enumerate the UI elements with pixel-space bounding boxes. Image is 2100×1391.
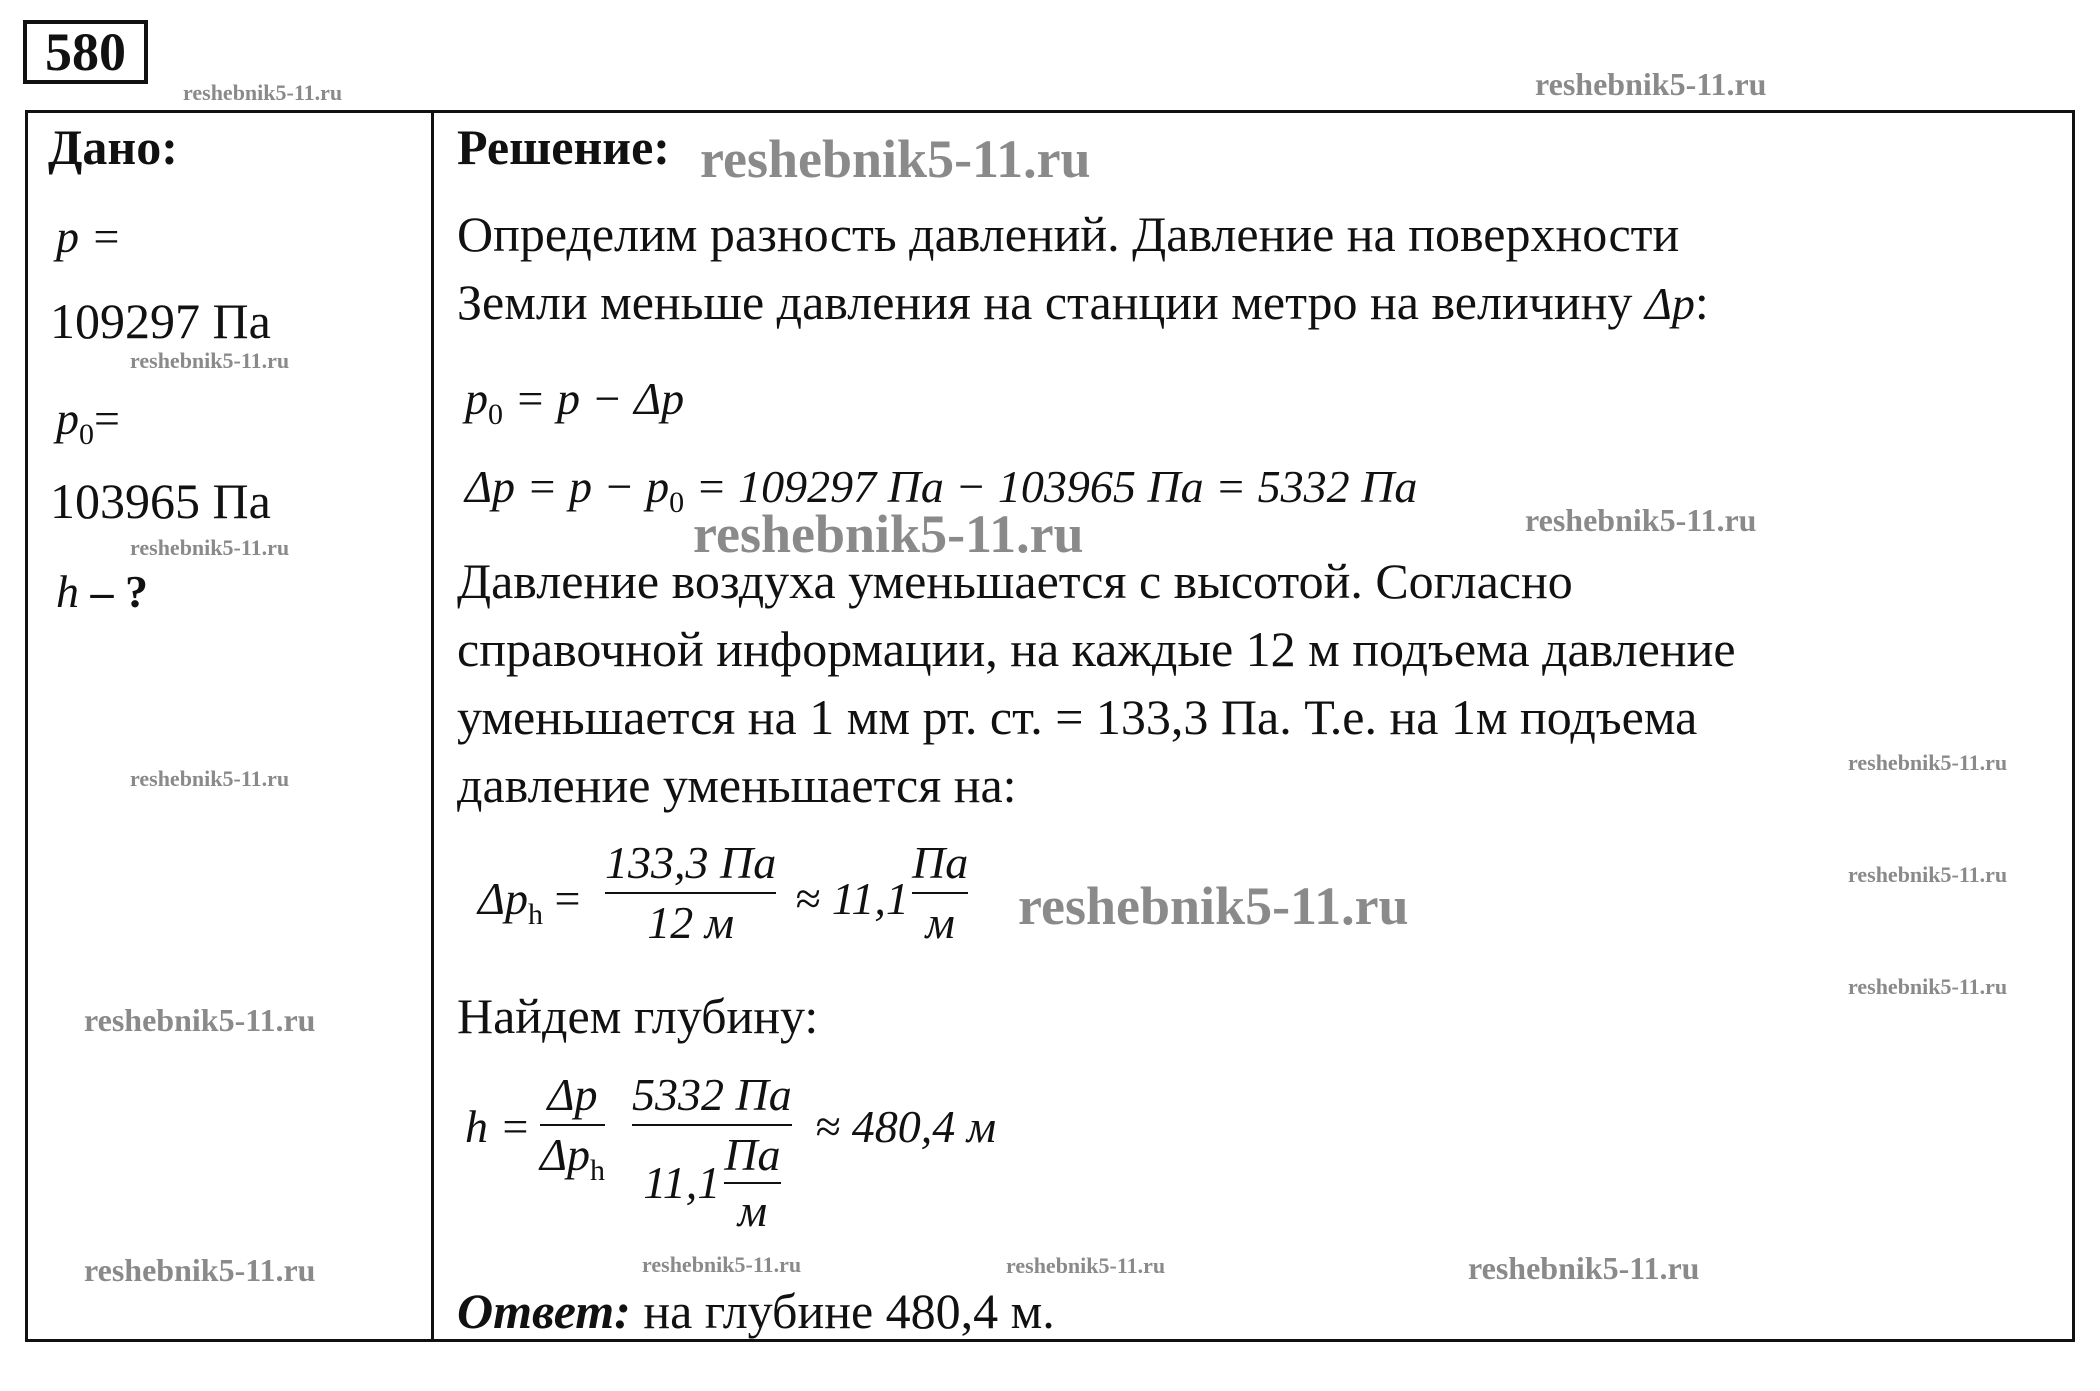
equation-h-lhs: h = — [465, 1101, 531, 1152]
answer: Ответ: на глубине 480,4 м. — [457, 1283, 1055, 1339]
paragraph-1-line-2: Земли меньше давления на станции метро на величину Δp: — [457, 274, 1709, 330]
equation-dph-approx: ≈ 11,1 — [795, 873, 909, 924]
watermark: reshebnik5-11.ru — [700, 129, 1091, 189]
problem-number: 580 — [23, 20, 148, 84]
watermark: reshebnik5-11.ru — [130, 766, 290, 791]
paragraph-3: Найдем глубину: — [457, 988, 819, 1044]
equation-h-fraction-2: 5332 Па 11,1 Па м — [632, 1069, 792, 1236]
paragraph-2-line-4: давление уменьшается на: — [457, 757, 1017, 813]
given-p0-label: $p_0=$ — [56, 393, 120, 451]
given-p-value: 109297 Па — [50, 293, 271, 349]
watermark: reshebnik5-11.ru — [130, 535, 290, 560]
watermark: reshebnik5-11.ru — [1848, 974, 2008, 999]
watermark: reshebnik5-11.ru — [130, 348, 290, 373]
equation-delta-p: $\Delta p = p - p_0 = 109297$ Па − 103965 Па = 5332 Па — [465, 461, 1418, 519]
equation-h-result: ≈ 480,4 м — [815, 1101, 997, 1152]
paragraph-2-line-3: уменьшается на 1 мм рт. ст. = 133,3 Па. Т.е. на 1м подъема — [457, 689, 1698, 745]
paragraph-2-line-2: справочной информации, на каждые 12 м подъема давление — [457, 621, 1736, 677]
equation-h-fraction-1: Δp $\Delta p_h$ — [540, 1069, 605, 1187]
given-unknown: h – ? — [56, 566, 148, 617]
watermark: reshebnik5-11.ru — [84, 1252, 316, 1288]
watermark: reshebnik5-11.ru — [1535, 66, 1767, 102]
paragraph-1-line-1: Определим разность давлений. Давление на поверхности — [457, 206, 1680, 262]
watermark: reshebnik5-11.ru — [1525, 502, 1757, 538]
watermark: reshebnik5-11.ru — [1468, 1250, 1700, 1286]
watermark: reshebnik5-11.ru — [1018, 876, 1409, 936]
watermark: reshebnik5-11.ru — [642, 1252, 802, 1277]
equation-p0: $p_0 = p - \Delta p$ — [465, 373, 685, 431]
column-divider — [431, 110, 434, 1342]
watermark: reshebnik5-11.ru — [183, 80, 343, 105]
equation-dph-unit: Па м — [912, 837, 969, 948]
watermark: reshebnik5-11.ru — [84, 1002, 316, 1038]
solution-header: Решение: — [457, 119, 670, 175]
paragraph-2-line-1: Давление воздуха уменьшается с высотой. Согласно — [457, 553, 1573, 609]
given-p-label: p = — [56, 211, 122, 262]
given-p0-value: 103965 Па — [50, 473, 271, 529]
watermark: reshebnik5-11.ru — [693, 504, 1084, 564]
equation-dph-lhs: $\Delta p_h$ = — [478, 873, 581, 931]
watermark: reshebnik5-11.ru — [1848, 862, 2008, 887]
watermark: reshebnik5-11.ru — [1848, 750, 2008, 775]
equation-dph-fraction: 133,3 Па 12 м — [605, 837, 777, 948]
watermark: reshebnik5-11.ru — [1006, 1253, 1166, 1278]
given-header: Дано: — [48, 119, 178, 175]
